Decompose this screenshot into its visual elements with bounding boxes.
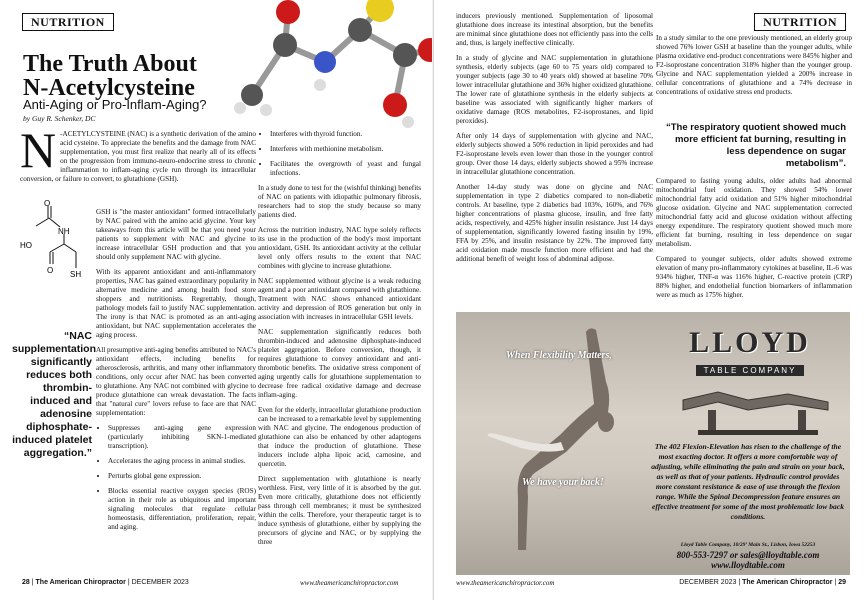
magazine-name: The American Chiropractor [35, 579, 126, 586]
article-column-1-cont [96, 208, 256, 538]
list-item: • Blocks essential reactive oxygen species (ROS) action in their role as ubiquitous and important signaling molecules that regulate cellular homeostasis, differentiation, proliferation, repair, and aging. [108, 487, 256, 532]
section-tag: NUTRITION [754, 13, 846, 31]
paragraph: NAC supplemented without glycine is a weak reducing agent and a poor antioxidant compared with glutathione. Treatment with NAC shows enhanced antioxidant activity and depression of ROS generation but only in association with increases in intracellular GSH levels. [258, 277, 421, 321]
nac-effects-list [96, 424, 256, 532]
nac-structure-diagram [20, 200, 84, 280]
article-headline [23, 52, 197, 100]
intro-text: -ACETYLCYSTEINE (NAC) is a synthetic derivation of the amino acid cysteine. To appreciate the benefits and the damage from NAC supplementation, you must first realize that nearly all of its effects on the progression from immuno-neuro-endocrine stress to chronic inflammation to inflam-aging cycle run through its intracellular conversion, or failure to convert, to glutathione (GSH). [20, 130, 256, 183]
ad-headline: When Flexibility Matters, [506, 350, 612, 361]
lloyd-logo [670, 326, 830, 378]
paragraph: All presumptive anti-aging benefits attributed to NAC's antioxidant effects, including benefits for atherosclerosis, arthritis, and many other inflammatory conditions, only occur after NAC has been converted to glutathione. Any NAC not combined with glycine to produce glutathione can wreak devastation. The facts that "natural cure" lovers refuse to face are that NAC supplementation: [96, 346, 256, 417]
page-number: 29 [838, 579, 846, 586]
article-column-2 [258, 130, 421, 553]
article-column-4-cont [656, 177, 852, 306]
page-number: 28 [22, 579, 30, 586]
headline-line-1: The Truth About [23, 51, 197, 77]
paragraph: inducers previously mentioned. Supplementation of liposomal glutathione does increase its intestinal absorption, but the benefits are minimal since glutathione does not efficiently pass into the cells and, thus, is largely ineffective clinically. [456, 12, 653, 47]
left-footer-url[interactable]: www.theamericanchiropractor.com [300, 579, 399, 587]
intro-paragraph [20, 122, 256, 184]
article-column-3 [456, 12, 653, 270]
list-item: • Interferes with methionine metabolism. [270, 145, 421, 154]
left-footer: 28 | The American Chiropractor | DECEMBER 2023 [22, 579, 189, 586]
article-column-1 [20, 122, 256, 190]
paragraph: In a study of glycine and NAC supplementation in glutathione synthesis, elderly subjects (age 60 to 75 years old) compared to younger subjects (age 30 to 40 years old) showed at baseline 70% lower intracellular glutathione and 36% higher oxidized glutathione. The lower rate of glutathione synthesis in the elderly subjects at baseline was associated with significantly higher markers of oxidative damage (ROS metabolites, F2-isoprostanes, and lipid peroxides). [456, 54, 653, 125]
article-subhead: Anti-Aging or Pro-Inflam-Aging? [23, 97, 207, 112]
list-item: • Accelerates the aging process in animal studies. [108, 457, 256, 466]
article-column-4 [656, 34, 852, 103]
brand-name: LLOYD [689, 326, 811, 359]
paragraph: Compared to younger subjects, older adults showed extreme elevation of many pro-inflammatory cytokines at baseline, IL-6 was 934% higher, TNF-α was 116% higher, C-reactive protein (CRP) 88% higher, and endothelial function biomarkers of inflammation were as much as 175% higher. [656, 255, 852, 299]
ad-contact-block [650, 542, 846, 570]
pull-quote: “NAC supplementation significantly reduces both thrombin-induced and adenosine diphosphate-induced platelet aggregation.” [12, 330, 97, 459]
ad-phone[interactable]: 800-553-7297 or sales@lloydtable.com [676, 550, 820, 560]
paragraph: Compared to fasting young adults, older adults had abnormal mitochondrial fuel oxidation. They showed 54% lower mitochondrial fatty acid oxidation and 51% higher mitochondrial glucose oxidation. Glycine and NAC supplementation corrected mitochondrial fatty acid and glucose oxidation without affecting energy expenditure. The respiratory quotient showed much more efficient fat burning, resulting in less dependence on sugar metabolism. [656, 177, 852, 248]
issue-date: DECEMBER 2023 [679, 579, 737, 586]
paragraph: Even for the elderly, intracellular glutathione production can be increased to a remarkable level by supplementing with NAC and glycine. The endogenous production of glutathione can also be enhanced by other adaptogens that induce the production of glutathione. These inducers include alpha lipoic acid, carnosine, and quercetin. [258, 406, 421, 468]
nac-effects-list-cont [258, 130, 421, 178]
headline-line-2: N-Acetylcysteine [23, 75, 195, 101]
chem-label-o: O [44, 200, 51, 208]
right-footer: DECEMBER 2023 | The American Chiropractor | 29 [679, 579, 846, 586]
paragraph: GSH is "the master antioxidant" formed intracellularly by NAC paired with the amino acid glycine. Your key takeaways from this article will be that you need your patients to supplement with NAC and glycine to increase intracellular GSH production and that you should only supplement NAC with glycine. [96, 208, 256, 261]
paragraph: In a study similar to the one previously mentioned, an elderly group showed 76% lower GSH at baseline than the younger adults, while plasma oxidative end-product concentrations were 845% higher and F2-isoprostane concentration 318% higher than the younger group. Glycine and NAC supplementation yielded a 200% increase in cellular concentrations of glutathione and a 74% decrease in concentrations of oxidative stress end products. [656, 34, 852, 96]
chem-label-sh: SH [70, 270, 82, 279]
paragraph: Direct supplementation with glutathione is nearly worthless. First, very little of it is absorbed by the gut. Even more critically, glutathione does not efficiently pass through cell membranes; it must be synthesized within the cells. Therefore, your therapeutic target is to induce synthesis of glutathione, either by supplying the precursors of glycine and NAC, or by supplying the three [258, 475, 421, 546]
paragraph: NAC supplementation significantly reduces both thrombin-induced and adenosine diphosphate-induced platelet aggregation. Before conversion, though, it requires glutathione to convey antioxidant and anti-thrombotic benefits. The oxidative stress component of aging urgently calls for glutathione supplementation to decrease free radical oxidative damage and decrease inflam-aging. [258, 328, 421, 399]
chem-label-nh: NH [58, 227, 70, 236]
paragraph: After only 14 days of supplementation with glycine and NAC, elderly subjects showed a 50% reduction in lipid peroxides and had F2-isoprostane levels even lower than those in the younger control group. Over those 14 days, elderly subjects showed a 95% increase in intracellular glutathione concentration. [456, 132, 653, 176]
list-item: • Suppresses anti-aging gene expression (particularly inhibiting SKN-1-mediated transcription). [108, 424, 256, 451]
paragraph: Across the nutrition industry, NAC hype solely reflects its use in the production of the body's most important antioxidant, GSH. Its antioxidant activity at the cellular level only offers results to the extent that NAC combines with glycine to increase glutathione. [258, 226, 421, 270]
nac-molecule-3d-illustration [230, 0, 434, 130]
right-footer-url[interactable]: www.theamericanchiropractor.com [456, 579, 555, 587]
chem-label-o2: O [47, 266, 54, 275]
ad-body-copy: The 402 Flexion-Elevation has risen to the challenge of the most exacting doctor. It offers a more comfortable way of adjusting, while eliminating the pain and strain on your back, as well as that of your patients. Hydraulic control provides more constant resistance & ease of use through the flexion range. While the Spinal Decompression feature ensures an effective treatment for some of the most problematic low back conditions. [651, 442, 845, 521]
ad-tagline: We have your back! [522, 477, 604, 488]
ad-website-link[interactable]: www.lloydtable.com [711, 560, 785, 570]
ad-address: Lloyd Table Company, 10/29’ Main St., Lisbon, Iowa 52253 [680, 542, 816, 548]
paragraph: In a study done to test for the (wishful thinking) benefits of NAC on patients with idiopathic pulmonary fibrosis, researchers had to stop the study because so many patients died. [258, 184, 421, 219]
chem-label-ho: HO [20, 241, 32, 250]
list-item: • Perturbs global gene expression. [108, 472, 256, 481]
lloyd-table-advertisement[interactable] [456, 312, 850, 575]
list-item: • Interferes with thyroid function. [270, 130, 421, 139]
issue-date: DECEMBER 2023 [131, 579, 189, 586]
adjusting-table-illustration [678, 378, 838, 438]
list-item: • Facilitates the overgrowth of yeast and fungal infections. [270, 160, 421, 178]
paragraph: Another 14-day study was done on glycine and NAC supplementation in type 2 diabetics compared to non-diabetic controls. At baseline, type 2 diabetics had 103%, 160%, and 76% higher concentrations of plasma glucose, insulin, and free fatty acids, respectively, and 425% higher insulin resistance. Just 14 days of supplementation, significantly lowered fasting insulin by 19%, FFA by 25%, and insulin resistance by 22%. The improved fatty acid oxidation made muscle function more efficient and had the additional benefit of weight loss of abdominal adipose. [456, 183, 653, 263]
magazine-name: The American Chiropractor [742, 579, 833, 586]
paragraph: With its apparent antioxidant and anti-inflammatory properties, NAC has gained extraordinary popularity in alternative medicine and among health food store shoppers and nutritionists. Regrettably, though, pathology models fail to justify NAC supplementation. The irony is that NAC is promoted as an anti-aging antioxidant, but NAC supplementation accelerates the aging process. [96, 268, 256, 339]
section-tag: NUTRITION [22, 13, 114, 31]
brand-subtitle: TABLE COMPANY [696, 365, 805, 376]
pull-quote: “The respiratory quotient showed much more efficient fat burning, resulting in less dependence on sugar metabolism”. [666, 122, 846, 169]
drop-cap: N [20, 122, 57, 178]
byline: by Guy R. Schenker, DC [23, 114, 96, 123]
